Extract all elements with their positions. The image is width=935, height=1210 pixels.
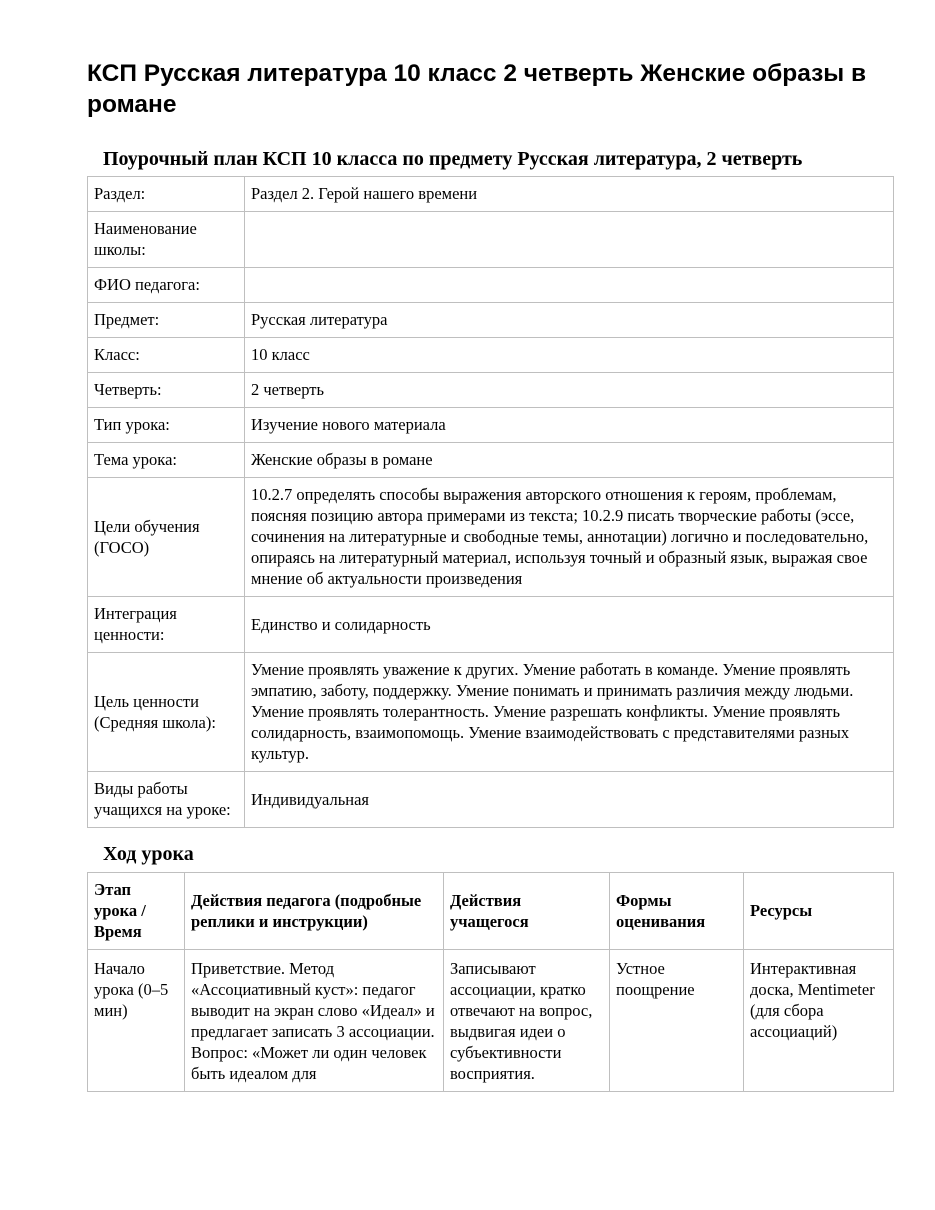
course-cell: Начало урока (0–5 мин) — [88, 950, 185, 1092]
info-label: ФИО педагога: — [88, 268, 245, 303]
info-value: Женские образы в романе — [245, 443, 894, 478]
plan-heading: Поурочный план КСП 10 класса по предмету Русская литература, 2 четверть — [103, 148, 803, 170]
course-header-cell: Ресурсы — [744, 873, 894, 950]
info-row — [88, 443, 894, 478]
info-value — [245, 268, 894, 303]
info-row — [88, 268, 894, 303]
info-row — [88, 408, 894, 443]
info-row — [88, 303, 894, 338]
course-header-cell: Формы оценивания — [610, 873, 744, 950]
course-header-cell: Действия учащегося — [444, 873, 610, 950]
course-cell: Записывают ассоциации, кратко отвечают на вопрос, выдвигая идеи о субъективности восприятия. — [444, 950, 610, 1092]
info-value: Единство и солидарность — [245, 597, 894, 653]
info-label: Виды работы учащихся на уроке: — [88, 772, 245, 828]
info-value: 2 четверть — [245, 373, 894, 408]
info-value: Раздел 2. Герой нашего времени — [245, 177, 894, 212]
info-row — [88, 338, 894, 373]
info-row — [88, 177, 894, 212]
info-label: Интеграция ценности: — [88, 597, 245, 653]
info-row — [88, 373, 894, 408]
info-label: Четверть: — [88, 373, 245, 408]
info-label: Цель ценности (Средняя школа): — [88, 653, 245, 772]
info-value: Изучение нового материала — [245, 408, 894, 443]
info-label: Раздел: — [88, 177, 245, 212]
info-row — [88, 478, 894, 597]
course-table — [87, 872, 894, 1092]
info-row — [88, 772, 894, 828]
info-row — [88, 597, 894, 653]
course-heading: Ход урока — [103, 843, 194, 865]
info-value: Умение проявлять уважение к других. Умение работать в команде. Умение проявлять эмпатию, заботу, поддержку. Умение понимать и принимать различия между людьми. Умение проявлять толерантность. Умение разрешать конфликты. Умение проявлять солидарность, взаимопомощь. Умение взаимодействовать с представителями разных культур. — [245, 653, 894, 772]
info-label: Наименование школы: — [88, 212, 245, 268]
course-cell: Интерактивная доска, Mentimeter (для сбора ассоциаций) — [744, 950, 894, 1092]
document-page — [87, 58, 893, 1092]
info-label: Цели обучения (ГОСО) — [88, 478, 245, 597]
info-row — [88, 653, 894, 772]
course-header-cell: Действия педагога (подробные реплики и инструкции) — [185, 873, 444, 950]
info-table — [87, 176, 894, 828]
info-label: Тип урока: — [88, 408, 245, 443]
info-label: Класс: — [88, 338, 245, 373]
document-title: КСП Русская литература 10 класс 2 четверть Женские образы в романе — [87, 60, 867, 118]
course-header-row — [88, 873, 894, 950]
info-value — [245, 212, 894, 268]
info-label: Тема урока: — [88, 443, 245, 478]
course-cell: Устное поощрение — [610, 950, 744, 1092]
info-value: 10.2.7 определять способы выражения авторского отношения к героям, проблемам, поясняя позицию автора примерами из текста; 10.2.9 писать творческие работы (эссе, сочинения на литературные и свободные темы, аннотации) логично и последовательно, опираясь на литературный материал, используя точный и образный язык, выражая свое мнение об актуальности произведения — [245, 478, 894, 597]
info-value: Индивидуальная — [245, 772, 894, 828]
info-value: Русская литература — [245, 303, 894, 338]
info-row — [88, 212, 894, 268]
course-row — [88, 950, 894, 1092]
course-header-cell: Этап урока / Время — [88, 873, 185, 950]
course-cell: Приветствие. Метод «Ассоциативный куст»: педагог выводит на экран слово «Идеал» и предлагает записать 3 ассоциации. Вопрос: «Может ли один человек быть идеалом для — [185, 950, 444, 1092]
info-value: 10 класс — [245, 338, 894, 373]
info-label: Предмет: — [88, 303, 245, 338]
